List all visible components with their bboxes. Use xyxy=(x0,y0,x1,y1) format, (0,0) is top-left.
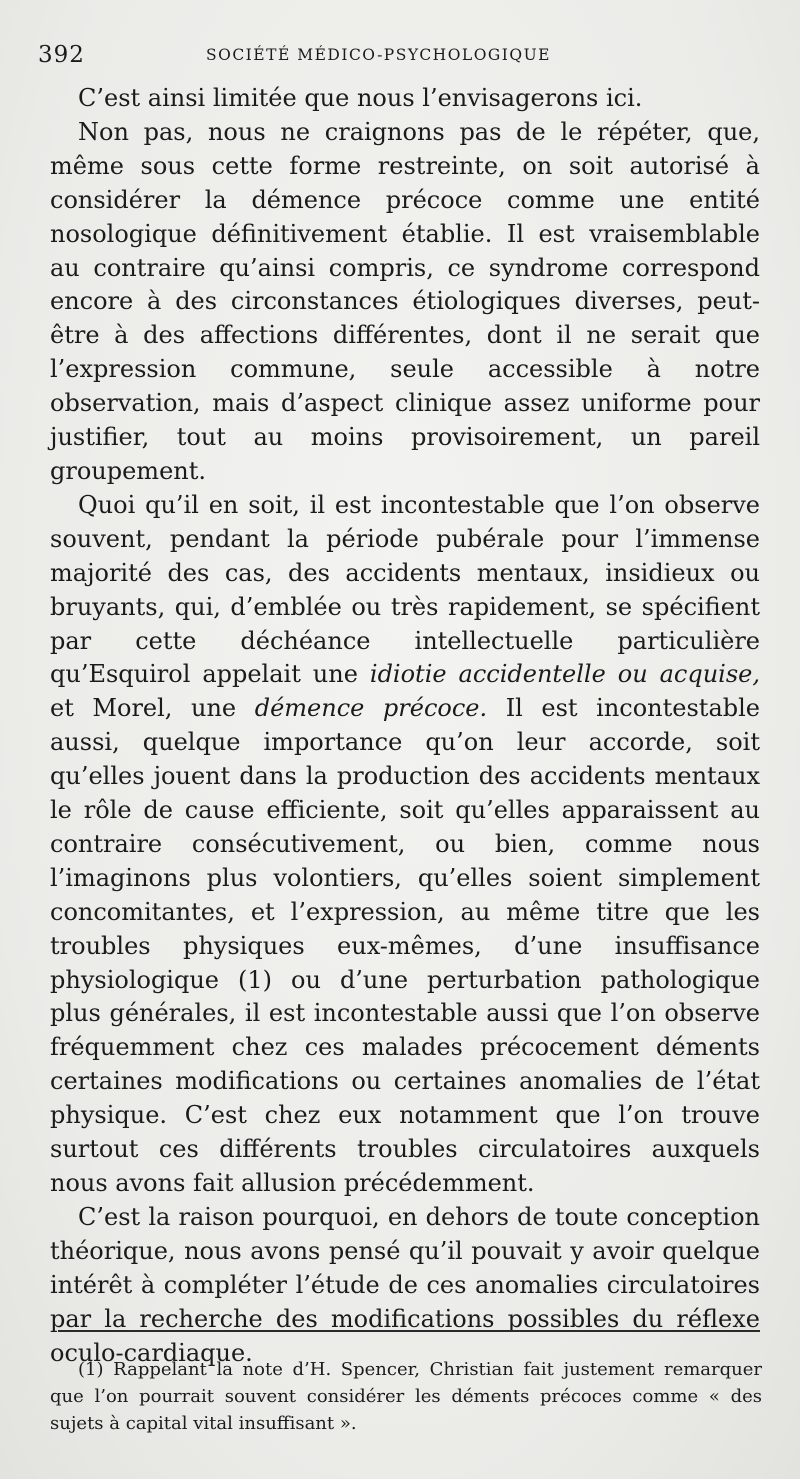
paragraph-3 xyxy=(50,489,760,1201)
paragraph-1: C’est ainsi limitée que nous l’envisagerons ici. xyxy=(78,84,643,112)
footnote-rule xyxy=(58,1330,760,1332)
page-number: 392 xyxy=(38,42,85,68)
paragraph-3-text-a: Quoi qu’il en soit, il est incontestable que l’on observe souvent, pendant la période pubérale pour l’immense majorité des cas, des accidents mentaux, insidieux ou bruyants, qui, d’emblée ou très rapidement, se spécifient par cette déchéance intellectuelle particulière qu’Esquirol appelait une xyxy=(50,490,760,689)
paragraph-4: C’est la raison pourquoi, en dehors de toute conception théorique, nous avons pensé qu’il pouvait y avoir quelque intérêt à compléter l’étude de ces anomalies circulatoires par la recherche des modifications possibles du réflexe oculo-cardiaque. xyxy=(50,1202,760,1367)
italic-idiotie-accidentelle: idiotie accidentelle ou acquise, xyxy=(369,660,761,689)
paragraph-2: Non pas, nous ne craignons pas de le répéter, que, même sous cette forme restreinte, on soit autorisé à considérer la démence précoce comme une entité nosologique définitivement établie. Il est vraisemblable au contraire qu’ainsi compris, ce syndrome correspond encore à des circonstances étiologiques diverses, peut-être à des affections différentes, dont il ne serait que l’expression commune, seule accessible à notre observation, mais d’aspect clinique assez uniforme pour justifier, tout au moins provisoirement, un pareil groupement. xyxy=(50,117,760,485)
italic-demence-precoce: démence précoce. xyxy=(254,694,488,723)
running-title: SOCIÉTÉ MÉDICO-PSYCHOLOGIQUE xyxy=(206,46,551,64)
paragraph-3-text-c: Il est incontestable aussi, quelque importance qu’on leur accorde, soit qu’elles jouent dans la production des accidents mentaux le rôle de cause efficiente, soit qu’elles apparaissent au contraire consécutivement, ou bien, comme nous l’imaginons plus volontiers, qu’elles soient simplement concomitantes, et l’expression, au même titre que les troubles physiques eux-mêmes, d’une insuffisance physiologique (1) ou d’une perturbation pathologique plus générales, il est incontestable aussi que l’on observe fréquemment chez ces malades précocement déments certaines modifications ou certaines anomalies de l’état physique. C’est chez eux notamment que l’on trouve surtout ces différents troubles circulatoires auxquels nous avons fait allusion précédemment. xyxy=(50,694,760,1197)
footnote: (1) Rappelant la note d’H. Spencer, Christian fait justement remarquer que l’on pourrait souvent considérer les déments précoces comme « des sujets à capital vital insuffisant ». xyxy=(50,1359,762,1434)
body-text xyxy=(50,82,760,1370)
paragraph-3-text-b: et Morel, une xyxy=(50,694,237,723)
page-header xyxy=(38,38,762,72)
